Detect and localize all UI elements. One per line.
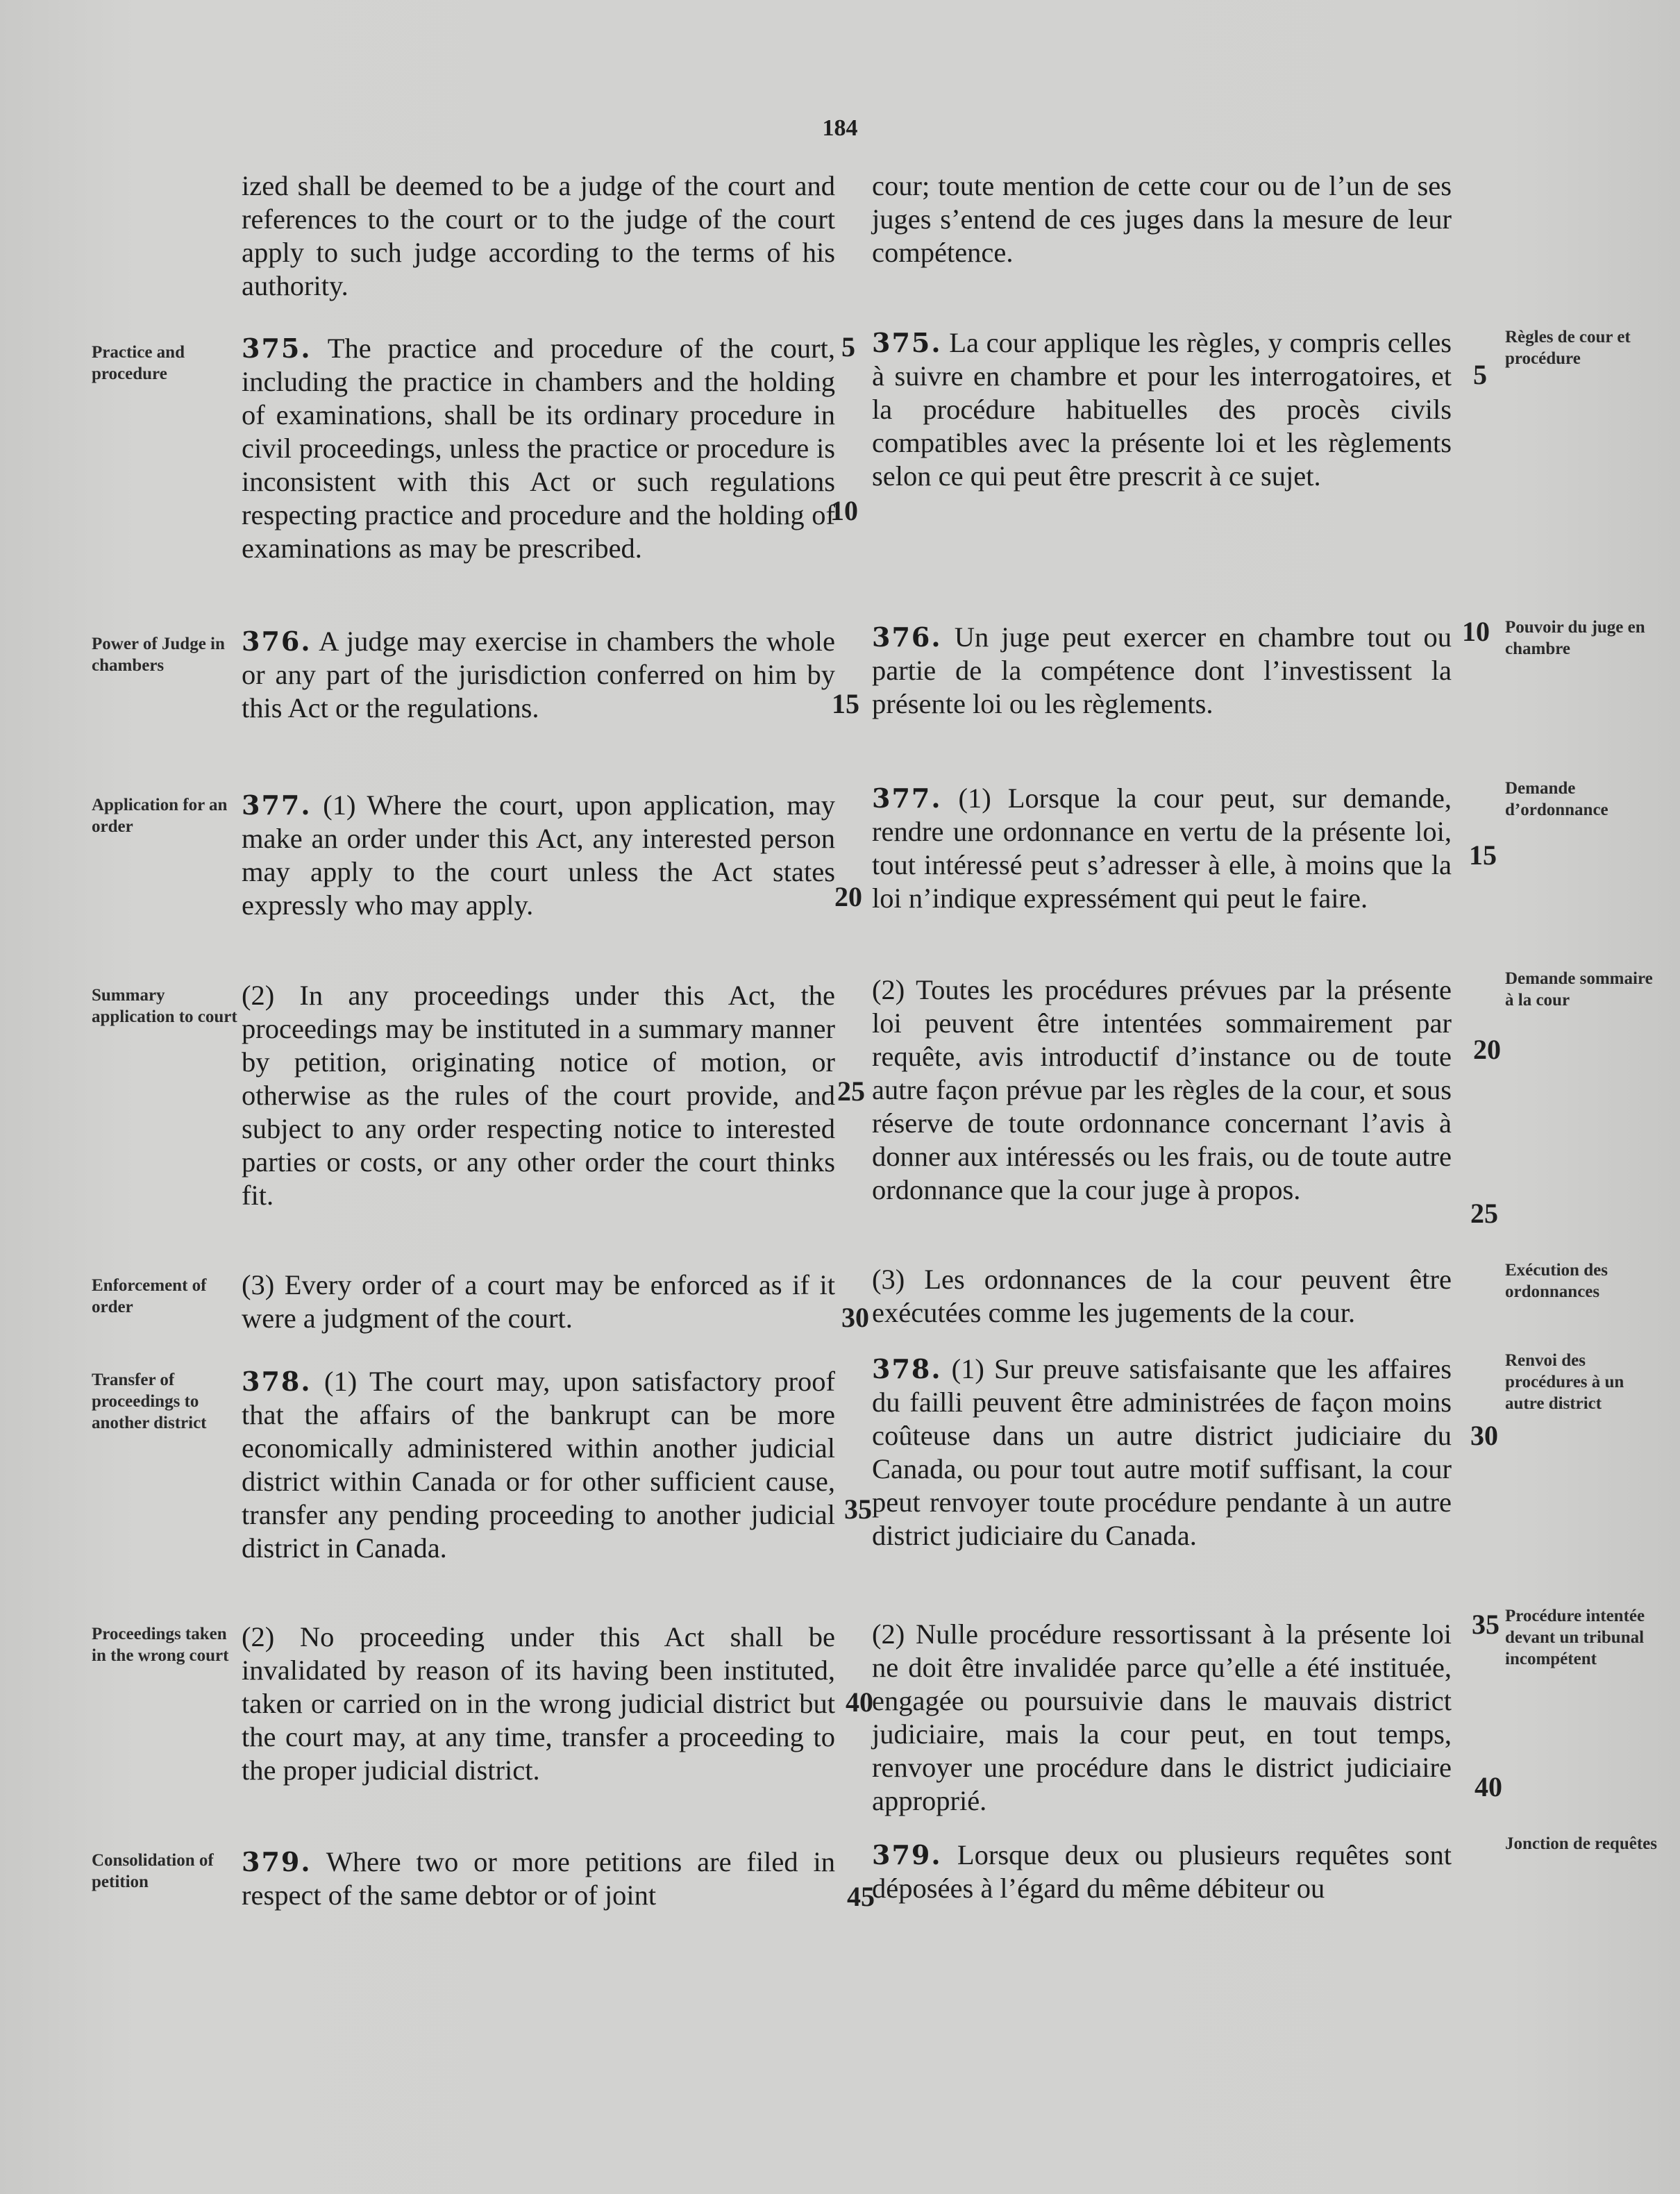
english-paragraph-continuation: ized shall be deemed to be a judge of the court and references to the court or to the judge of the court apply to such judge according to the terms of his authority. [242,170,835,301]
margin-note-demande-sommaire: Demande sommaire à la cour [1505,969,1653,1010]
margin-note-enforcement: Enforcement of order [92,1276,207,1316]
line-number-en-5: 5 [841,331,855,362]
line-number-en-40: 40 [846,1686,873,1718]
margin-note-demande-ordonnance: Demande d’ordonnance [1505,779,1608,819]
french-section-377-3: (3) Les ordonnances de la cour peuvent être exécutées comme les jugements de la cour. [872,1264,1452,1328]
line-number-fr-10: 10 [1462,616,1490,647]
line-number-en-20: 20 [834,881,862,912]
french-section-379: 379. Lorsque deux ou plusieurs requêtes sont déposées à l’égard du même débiteur ou [872,1839,1452,1904]
french-section-378-2: (2) Nulle procédure ressortissant à la présente loi ne doit être invalidée parce qu’elle a été instituée, engagée ou poursuivie dans le mauvais district judiciaire, mais la cour peut, en tout temps, renvoyer une procédure dans le district judiciaire approprié. [872,1618,1452,1816]
french-section-376: 376. Un juge peut exercer en chambre tout ou partie de la compétence dont l’investissent la présente loi ou les règlements. [872,621,1452,719]
margin-note-renvoi: Renvoi des procédures à un autre district [1505,1351,1624,1413]
margin-note-consolidation: Consolidation of petition [92,1851,214,1891]
line-number-en-35: 35 [844,1493,872,1525]
margin-note-pouvoir: Pouvoir du juge en chambre [1505,618,1645,658]
line-number-fr-5: 5 [1473,359,1487,390]
english-section-375: 375. The practice and procedure of the court, including the practice in chambers and the holding of examinations, shall be its ordinary procedure in civil proceedings, unless the practice or procedure is inconsistent with this Act or such regulations respecting practice and procedure and the holding of examinations as may be prescribed. [242,333,835,564]
french-paragraph-continuation: cour; toute mention de cette cour ou de l’un de ses juges s’entend de ces juges dans la mesure de leur compétence. [872,170,1452,268]
french-section-375: 375. La cour applique les règles, y compris celles à suivre en chambre et pour les interrogatoires, et la procédure habituelles des procès civils compatibles avec la présente loi et les règlements selon ce qui peut être prescrit à ce sujet. [872,327,1452,492]
english-section-376: 376. A judge may exercise in chambers the whole or any part of the jurisdiction conferred on him by this Act or the regulations. [242,626,836,723]
english-section-377-1: 377. (1) Where the court, upon application, may make an order under this Act, any interested person may apply to the court unless the Act states expressly who may apply. [242,789,836,921]
margin-note-transfer: Transfer of proceedings to another district [92,1371,207,1432]
margin-note-jonction: Jonction de requêtes [1505,1834,1657,1853]
margin-note-execution: Exécution des ordonnances [1505,1261,1608,1301]
line-number-en-25: 25 [837,1075,865,1107]
line-number-fr-40: 40 [1475,1771,1502,1802]
page-number: 184 [822,115,858,141]
french-section-377-2: (2) Toutes les procédures prévues par la présente loi peuvent être intentées sommairement par requête, avis introductif d’instance ou de toute autre façon prévue par les règles de la cour, et sous réserve de toute ordonnance concernant l’avis à donner aux intéressés ou les frais, ou de toute autre ordonnance que la cour juge à propos. [872,974,1452,1205]
line-number-en-15: 15 [832,688,859,719]
margin-note-summary-application: Summary application to court [92,986,237,1026]
english-section-377-3: (3) Every order of a court may be enforced as if it were a judgment of the court. [242,1269,835,1334]
margin-note-procedure-intentee: Procédure intentée devant un tribunal incompétent [1505,1607,1645,1668]
french-section-377-1: 377. (1) Lorsque la cour peut, sur demande, rendre une ordonnance en vertu de la présente loi, tout intéressé peut s’adresser à elle, à moins que la loi n’indique expressément qui peut le faire. [872,782,1452,914]
line-number-en-10: 10 [830,495,858,526]
english-section-378-2: (2) No proceeding under this Act shall be invalidated by reason of its having been instituted, taken or carried on in the wrong judicial district but the court may, at any time, transfer a proceeding to the proper judicial district. [242,1621,835,1786]
line-number-fr-30: 30 [1470,1420,1498,1451]
english-section-379: 379. Where two or more petitions are filed in respect of the same debtor or of joint [242,1846,835,1911]
line-number-en-45: 45 [847,1881,875,1912]
english-section-378-1: 378. (1) The court may, upon satisfactory proof that the affairs of the bankrupt can be more economically administered within another judicial district within Canada or for other sufficient cause, transfer any pending proceeding to another judicial district in Canada. [242,1366,835,1564]
line-number-fr-25: 25 [1470,1198,1498,1229]
line-number-en-30: 30 [841,1302,869,1333]
line-number-fr-35: 35 [1472,1609,1500,1640]
margin-note-regles: Règles de cour et procédure [1505,328,1631,368]
line-number-fr-15: 15 [1469,839,1497,871]
margin-note-application: Application for an order [92,796,228,836]
margin-note-power-of-judge: Power of Judge in chambers [92,635,225,675]
line-number-fr-20: 20 [1473,1034,1501,1065]
margin-note-wrong-court: Proceedings taken in the wrong court [92,1625,229,1665]
french-section-378-1: 378. (1) Sur preuve satisfaisante que les affaires du failli peuvent être administrées de façon moins coûteuse dans un autre district judiciaire du Canada, ou pour tout autre motif suffisant, la cour peut renvoyer toute procédure pendante à un autre district judiciaire du Canada. [872,1353,1452,1551]
english-section-377-2: (2) In any proceedings under this Act, the proceedings may be instituted in a summary manner by petition, originating notice of motion, or otherwise as the rules of the court provide, and subject to any order respecting notice to interested parties or costs, or any other order the court thinks fit. [242,980,835,1211]
margin-note-practice: Practice and procedure [92,343,185,383]
